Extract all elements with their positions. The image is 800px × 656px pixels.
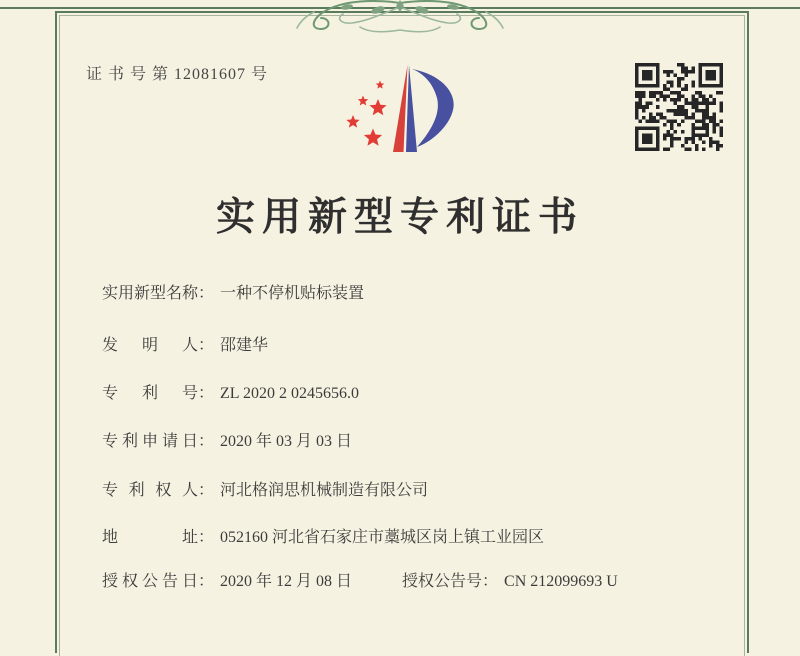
field-grant-publication-number: 授权公告号： CN 212099693 U <box>402 573 618 590</box>
field-inventor: 发明人： 邵建华 <box>102 337 269 354</box>
field-patent-number: 专利号： ZL 2020 2 0245656.0 <box>102 385 359 402</box>
certificate-number: 证 书 号 第 12081607 号 <box>86 66 269 83</box>
qr-code <box>633 63 725 151</box>
cnipa-patent-logo-icon <box>340 52 470 164</box>
field-application-date: 专利申请日： 2020 年 03 月 03 日 <box>102 433 353 450</box>
green-flourish-ornament-icon <box>250 0 550 36</box>
field-utility-model-name: 实用新型名称： 一种不停机贴标装置 <box>102 285 365 302</box>
field-address: 地址： 052160 河北省石家庄市藁城区岗上镇工业园区 <box>102 529 545 546</box>
certificate-title: 实用新型专利证书 <box>215 196 584 239</box>
certificate-fields <box>102 272 742 592</box>
field-patentee: 专利权人： 河北格润思机械制造有限公司 <box>102 482 429 499</box>
field-grant-date: 授权公告日： 2020 年 12 月 08 日 授权公告号： CN 212099693 U <box>102 568 352 591</box>
